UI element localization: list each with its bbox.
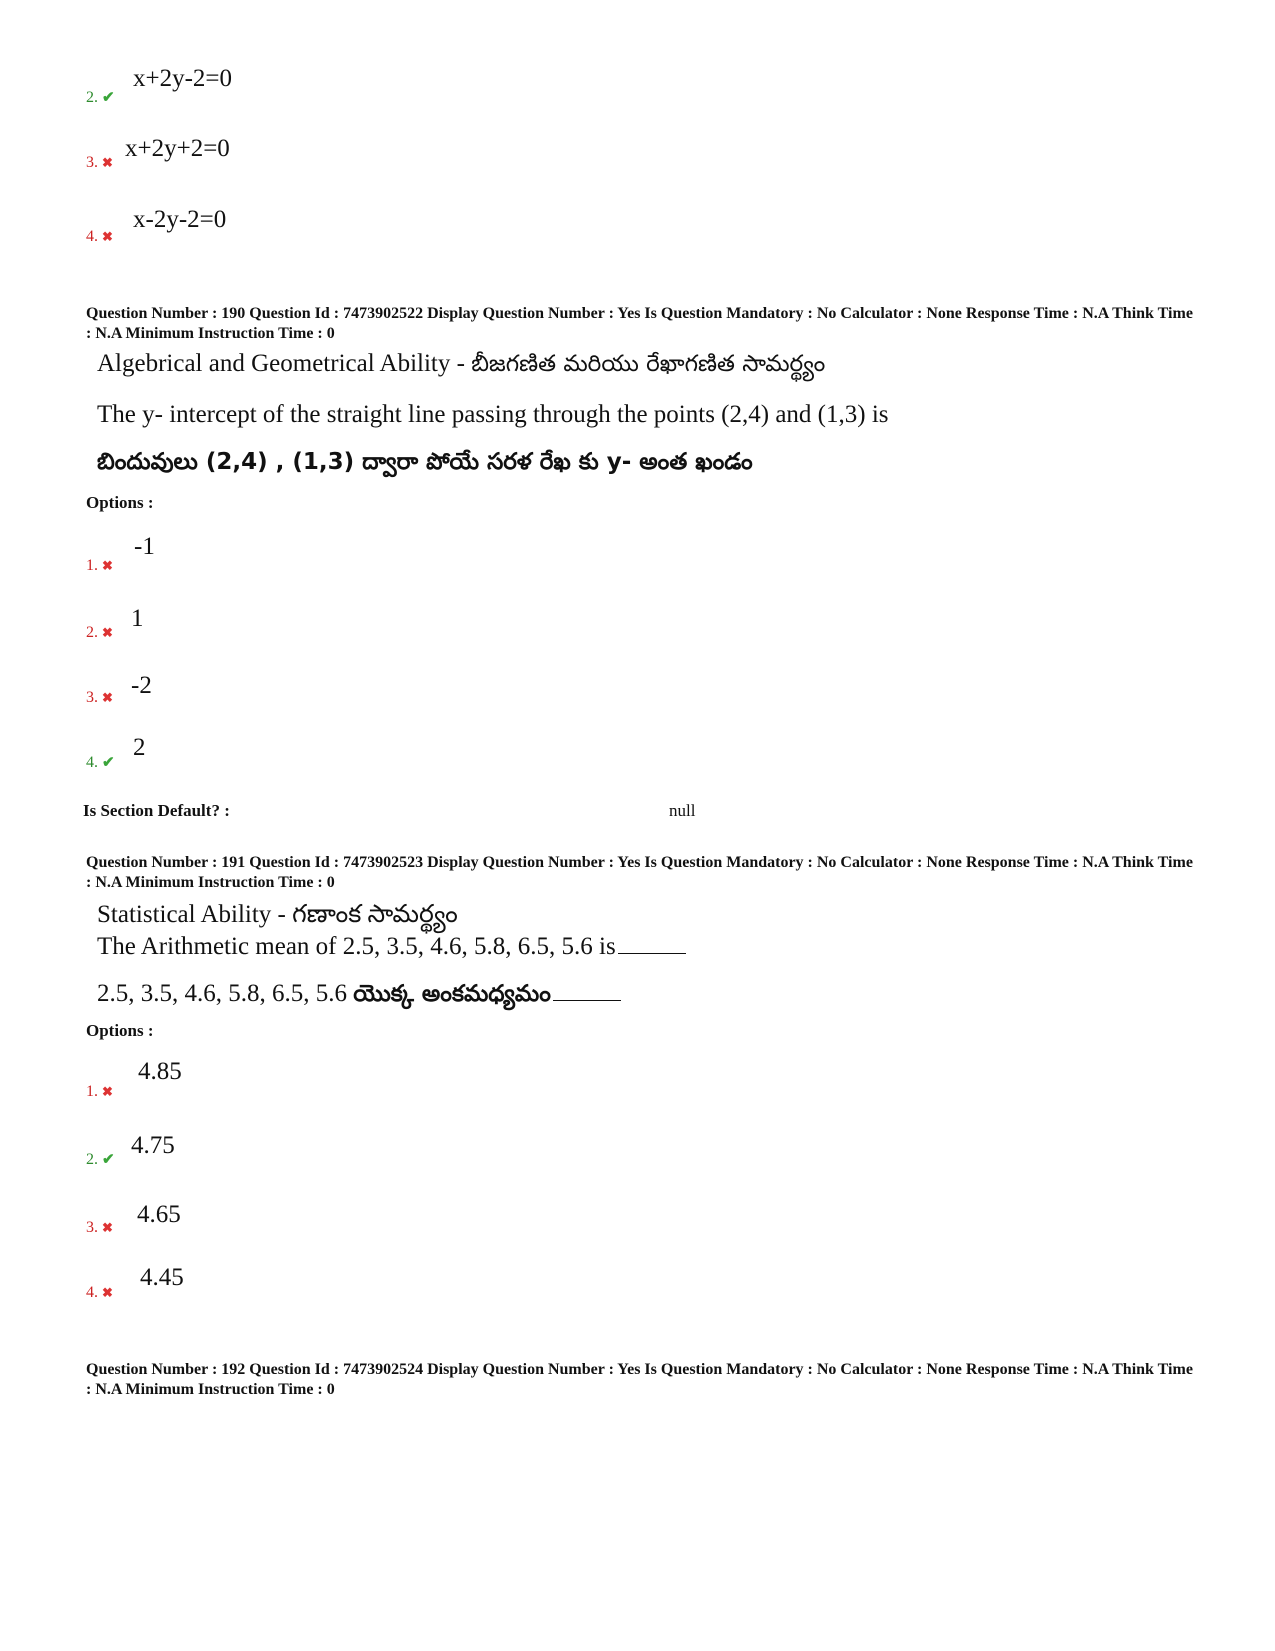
option-text: 4.85 [138,1058,182,1085]
option-text: 4.65 [137,1201,181,1228]
option-text: 2 [133,734,146,761]
section-title-te: బీజగణిత మరియు రేఖాగణిత సామర్థ్యం [471,351,826,377]
answer-blank [618,952,686,954]
question-text-en: The y- intercept of the straight line passing through the points (2,4) and (1,3) is [97,401,889,428]
question-text-en-main: The Arithmetic mean of 2.5, 3.5, 4.6, 5.8, 6.5, 5.6 is [97,933,616,960]
option-row [86,88,115,107]
option-text: x+2y+2=0 [125,135,230,162]
check-icon: ✔ [102,90,115,106]
cross-icon: ✖ [102,625,113,640]
option-number: 3. [86,154,98,171]
option-number: 1. [86,1083,98,1100]
cross-icon: ✖ [102,1220,113,1235]
option-number: 3. [86,689,98,706]
option-text: x+2y-2=0 [133,65,233,92]
answer-blank [553,999,621,1001]
option-text: 4.45 [140,1264,184,1291]
question-text-en [97,933,686,961]
option-number: 3. [86,1219,98,1236]
option-number: 4. [86,754,98,771]
option-number: 2. [86,89,98,106]
option-row [86,753,115,772]
question-numbers: 2.5, 3.5, 4.6, 5.8, 6.5, 5.6 [97,980,347,1007]
cross-icon: ✖ [102,1084,113,1099]
cross-icon: ✖ [102,155,113,170]
question-text-te: బిందువులు (2,4) , (1,3) ద్వారా పోయే సరళ రేఖ కు y- అంత ఖండం [97,449,753,475]
section-title: Statistical Ability - గణాంక సామర్థ్యం [97,901,458,928]
option-row [86,689,113,707]
options-label: Options : [86,493,154,512]
option-text: 4.75 [131,1132,175,1159]
option-row [86,1150,115,1169]
question-text-te [97,980,621,1013]
check-icon: ✔ [102,1152,115,1168]
option-row [86,557,113,575]
question-meta: Question Number : 191 Question Id : 7473902523 Display Question Number : Yes Is Question Mandatory : No Calculator : None Response Time : N.A Think Time : N.A Minimum Instruction Time : 0 [86,854,1193,891]
option-text: -1 [134,533,155,560]
option-text: -2 [131,672,152,699]
question-text-te-main: యొక్క అంకమధ్యమం [353,981,551,1007]
section-separator: - [450,350,472,377]
cross-icon: ✖ [102,558,113,573]
option-row [86,624,113,642]
option-row [86,228,113,246]
option-number: 1. [86,557,98,574]
option-row [86,1219,113,1237]
option-text: 1 [131,605,144,632]
option-number: 2. [86,624,98,641]
section-title-en: Algebrical and Geometrical Ability [97,350,451,377]
question-meta: Question Number : 192 Question Id : 7473902524 Display Question Number : Yes Is Question Mandatory : No Calculator : None Response Time : N.A Think Time : N.A Minimum Instruction Time : 0 [86,1361,1193,1398]
option-text: x-2y-2=0 [133,206,227,233]
option-row [86,154,113,172]
section-default-label: Is Section Default? : [83,801,230,820]
option-row [86,1083,113,1101]
option-row [86,1284,113,1302]
options-label: Options : [86,1021,154,1040]
question-meta: Question Number : 190 Question Id : 7473902522 Display Question Number : Yes Is Question Mandatory : No Calculator : None Response Time : N.A Think Time : N.A Minimum Instruction Time : 0 [86,305,1193,342]
option-number: 2. [86,1151,98,1168]
option-number: 4. [86,1284,98,1301]
cross-icon: ✖ [102,229,113,244]
section-default-value: null [669,801,696,820]
check-icon: ✔ [102,755,115,771]
section-title [97,350,825,383]
cross-icon: ✖ [102,690,113,705]
option-number: 4. [86,228,98,245]
cross-icon: ✖ [102,1285,113,1300]
